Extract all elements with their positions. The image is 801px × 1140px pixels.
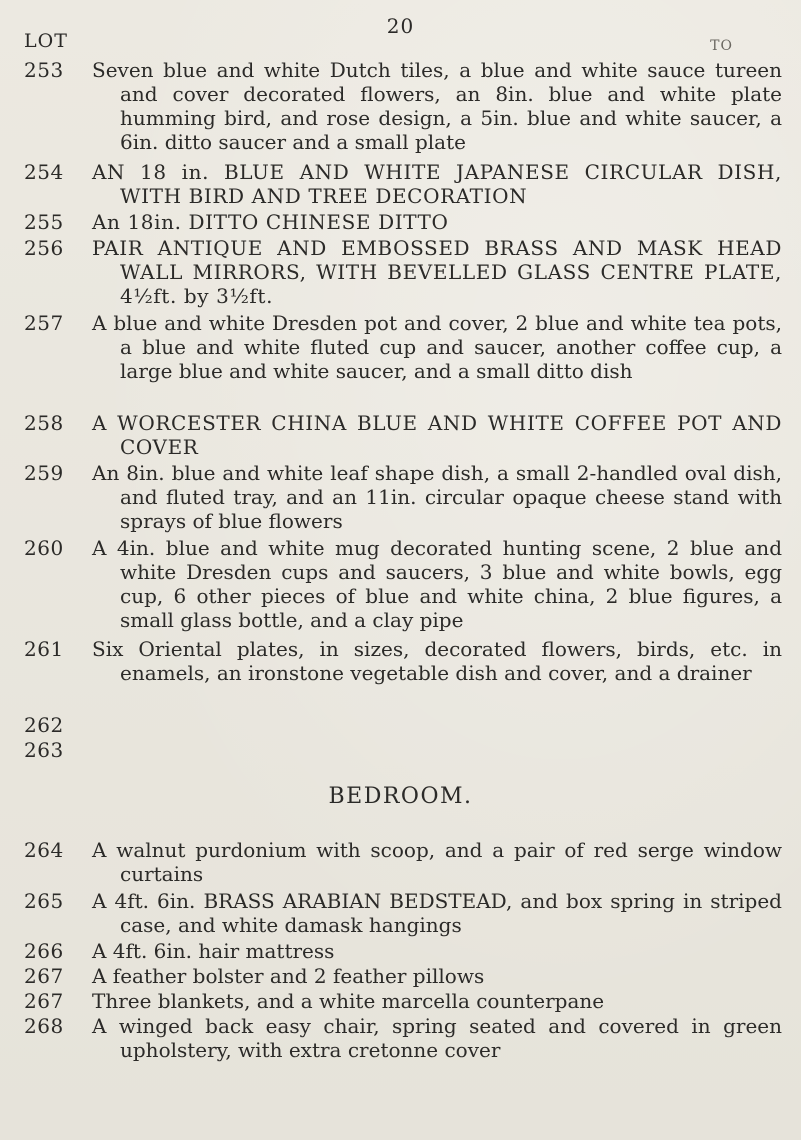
lot-number: 257 — [24, 311, 64, 335]
section-heading: BEDROOM. — [328, 784, 473, 809]
lot-description: A 4ft. 6in. hair mattress — [92, 939, 335, 963]
lot-description: PAIR ANTIQUE AND EMBOSSED BRASS AND MASK HEAD WALL MIRRORS, WITH BEVELLED GLASS CENTRE PLATE, 4½ft. by 3½ft. — [92, 236, 782, 308]
lot-number: 260 — [24, 536, 64, 560]
lot-number: 255 — [24, 210, 64, 234]
lot-description: A 4in. blue and white mug decorated hunting scene, 2 blue and white Dresden cups and saucers, 3 blue and white bowls, egg cup, 6 other pieces of blue and white china, 2 blue figures, a small glass bottle, and a clay pipe — [92, 536, 782, 632]
lot-description: Three blankets, and a white marcella counterpane — [92, 989, 605, 1013]
lot-number: 266 — [24, 939, 64, 963]
lot-description: An 8in. blue and white leaf shape dish, a small 2-handled oval dish, and fluted tray, and an 11in. circular opaque cheese stand with sprays of blue flowers — [92, 461, 782, 533]
lot-number: 262 — [24, 713, 64, 737]
lot-number: 254 — [24, 160, 64, 184]
lot-description: An 18in. DITTO CHINESE DITTO — [92, 210, 449, 234]
lot-number: 264 — [24, 838, 64, 862]
lot-number: 259 — [24, 461, 64, 485]
lot-column-header: LOT — [24, 30, 68, 52]
top-right-mark: TO — [710, 38, 733, 54]
lot-number: 268 — [24, 1014, 64, 1038]
page-number: 20 — [386, 14, 415, 38]
lot-description: Six Oriental plates, in sizes, decorated flowers, birds, etc. in enamels, an ironstone vegetable dish and cover, and a drainer — [92, 637, 782, 685]
lot-number: 256 — [24, 236, 64, 260]
lot-number: 253 — [24, 58, 64, 82]
lot-number: 263 — [24, 738, 64, 762]
lot-description: A blue and white Dresden pot and cover, 2 blue and white tea pots, a blue and white fluted cup and saucer, another coffee cup, a large blue and white saucer, and a small ditto dish — [92, 311, 782, 383]
lot-description: A 4ft. 6in. BRASS ARABIAN BEDSTEAD, and box spring in striped case, and white damask hangings — [92, 889, 782, 937]
lot-description: A walnut purdonium with scoop, and a pair of red serge window curtains — [92, 838, 782, 886]
lot-description: A feather bolster and 2 feather pillows — [92, 964, 485, 988]
lot-number: 258 — [24, 411, 64, 435]
lot-number: 267 — [24, 989, 64, 1013]
lot-description: A WORCESTER CHINA BLUE AND WHITE COFFEE POT AND COVER — [92, 411, 782, 459]
lot-description: A winged back easy chair, spring seated and covered in green upholstery, with extra cretonne cover — [92, 1014, 782, 1062]
lot-number: 261 — [24, 637, 64, 661]
lot-number: 267 — [24, 964, 64, 988]
lot-description: AN 18 in. BLUE AND WHITE JAPANESE CIRCULAR DISH, WITH BIRD AND TREE DECORATION — [92, 160, 782, 208]
lot-description: Seven blue and white Dutch tiles, a blue and white sauce tureen and cover decorated flowers, an 8in. blue and white plate humming bird, and rose design, a 5in. blue and white saucer, a 6in. ditto saucer and a small plate — [92, 58, 782, 154]
lot-number: 265 — [24, 889, 64, 913]
